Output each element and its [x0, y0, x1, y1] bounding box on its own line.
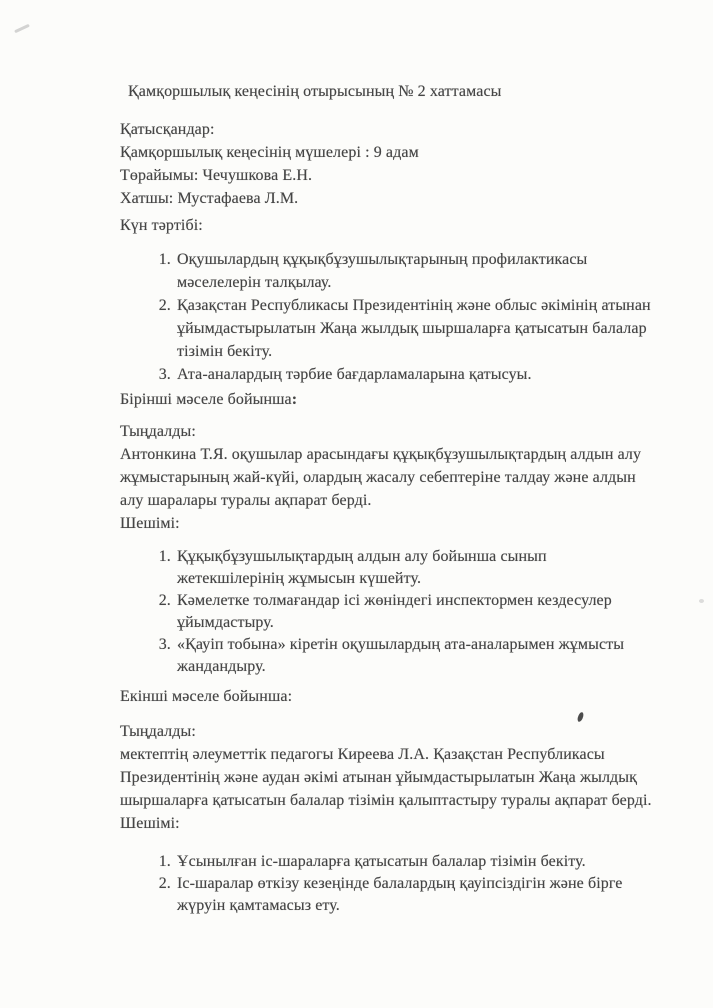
section1-decision-list	[120, 546, 655, 678]
decision-item: 3. «Қауіп тобына» кіретін оқушылардың ата-аналарымен жұмысты жандандыру.	[175, 634, 655, 678]
section2-heard-label: Тыңдалды:	[120, 723, 196, 740]
document-title: Қамқоршылық кеңесінің отырысының № 2 хаттамасы	[128, 83, 502, 100]
decision-item: 1. Құқықбұзушылықтардың алдын алу бойынша сынып жетекшілерінің жұмысын күшейту.	[175, 546, 655, 590]
decision-item: 1. Ұсынылған іс-шараларға қатысатын балалар тізімін бекіту.	[175, 851, 655, 873]
agenda-list	[120, 248, 655, 386]
agenda-item: 2. Қазақстан Республикасы Президентінің және облыс әкімінің атынан ұйымдастырылатын Жаңа жылдық шыршаларға қатысатын балалар тізімін бекіту.	[175, 294, 655, 363]
section1-heard-label: Тыңдалды:	[120, 423, 196, 440]
section1-heard-block	[120, 420, 655, 512]
participants-heading: Қатысқандар:	[120, 121, 215, 138]
agenda-item: 1. Оқушылардың құқықбұзушылықтарының профилактикасы мәселелерін талқылау.	[175, 248, 655, 294]
section1-heading	[120, 388, 655, 411]
section1-heading-text: Бірінші мәселе бойынша	[120, 391, 292, 408]
section1-heading-colon: :	[291, 391, 298, 408]
section2-decision-label: Шешімі:	[120, 815, 180, 832]
section2-decision-list	[120, 851, 655, 917]
participants-members-line: Қамқоршылық кеңесінің мүшелері : 9 адам	[120, 144, 419, 161]
section2-heard-block	[120, 720, 655, 812]
section2-heard-text: мектептің әлеуметтік педагогы Киреева Л.А. Қазақстан Республикасы Президентінің және аудан әкімі атынан ұйымдастырылатын Жаңа жылдық шыршаларға қатысатын балалар тізімін қалыптастыру туралы ақпарат берді.	[120, 746, 652, 809]
section1-heard-text: Антонкина Т.Я. оқушылар арасындағы құқықбұзушылықтардың алдын алу жұмыстарының жай-күйі, олардың жасалу себептеріне талдау және алдын алу шаралары туралы ақпарат берді.	[120, 446, 642, 509]
decision-item: 2. Кәмелетке толмағандар ісі жөніндегі инспектормен кездесулер ұйымдастыру.	[175, 590, 655, 634]
participants-chairman-line: Төрайымы: Чечушкова Е.Н.	[120, 167, 313, 184]
participants-secretary-line: Хатшы: Мустафаева Л.М.	[120, 190, 299, 207]
decision-item: 2. Іс-шаралар өткізу кезеңінде балалардың қауіпсіздігін және бірге жүруін қамтамасыз ету.	[175, 873, 655, 917]
section1-decision-label: Шешімі:	[120, 515, 180, 532]
agenda-item: 3. Ата-аналардың тәрбие бағдарламаларына қатысуы.	[175, 363, 655, 386]
section2-heading: Екінші мәселе бойынша:	[120, 688, 293, 705]
participants-block	[120, 118, 655, 210]
agenda-heading: Күн тәртібі:	[120, 217, 203, 234]
